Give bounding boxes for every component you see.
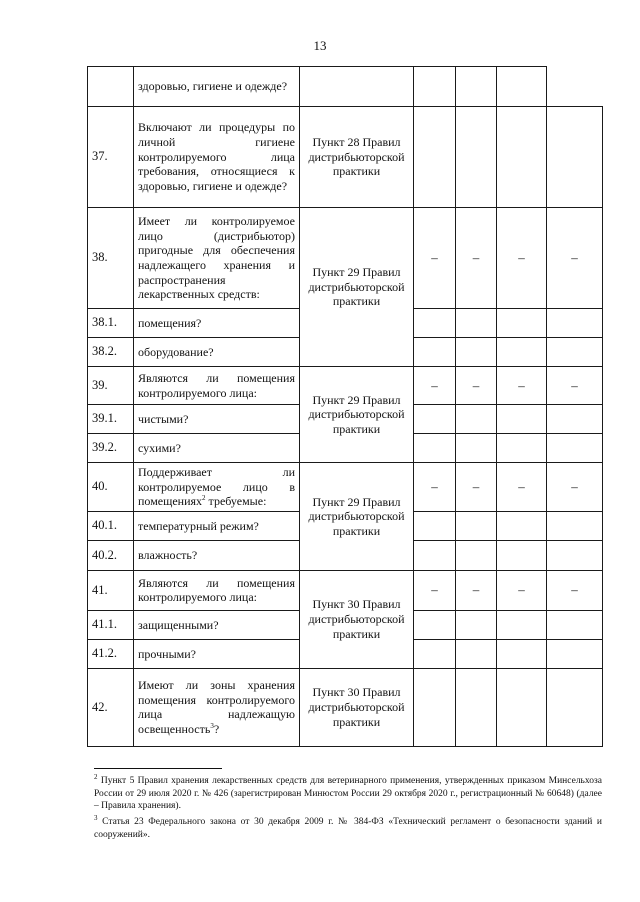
answer-cell <box>414 107 456 208</box>
answer-cell: – <box>547 208 603 309</box>
answer-cell <box>497 309 547 338</box>
question-text: чистыми? <box>134 405 300 434</box>
answer-cell <box>414 639 456 668</box>
answer-cell <box>456 67 497 107</box>
legal-reference: Пункт 29 Правил дистрибьюторской практики <box>300 367 414 463</box>
answer-cell <box>497 668 547 746</box>
answer-cell <box>497 610 547 639</box>
answer-cell: – <box>547 463 603 512</box>
question-text: помещения? <box>134 309 300 338</box>
item-number: 39. <box>88 367 134 405</box>
answer-cell: – <box>414 208 456 309</box>
question-text: Являются ли помещения контролируемого лица: <box>134 570 300 610</box>
table-row <box>88 463 603 512</box>
table-row <box>88 668 603 746</box>
answer-cell: – <box>456 570 497 610</box>
answer-cell <box>414 338 456 367</box>
item-number: 40. <box>88 463 134 512</box>
answer-cell <box>414 434 456 463</box>
answer-cell: – <box>414 463 456 512</box>
answer-cell <box>497 540 547 570</box>
answer-cell <box>414 309 456 338</box>
table-row <box>88 208 603 309</box>
answer-cell <box>456 668 497 746</box>
answer-cell: – <box>497 367 547 405</box>
answer-cell <box>547 511 603 540</box>
answer-cell: – <box>456 208 497 309</box>
item-number: 42. <box>88 668 134 746</box>
item-number: 40.1. <box>88 511 134 540</box>
item-number: 38. <box>88 208 134 309</box>
answer-cell <box>497 405 547 434</box>
question-text: влажность? <box>134 540 300 570</box>
answer-cell <box>456 107 497 208</box>
item-number: 38.2. <box>88 338 134 367</box>
footnotes <box>94 773 602 843</box>
question-text: здоровью, гигиене и одежде? <box>134 67 300 107</box>
answer-cell: – <box>497 570 547 610</box>
question-text: защищенными? <box>134 610 300 639</box>
answer-cell <box>547 405 603 434</box>
legal-reference: Пункт 28 Правил дистрибьюторской практики <box>300 107 414 208</box>
question-text: оборудование? <box>134 338 300 367</box>
answer-cell <box>547 434 603 463</box>
answer-cell <box>456 405 497 434</box>
answer-cell: – <box>547 570 603 610</box>
answer-cell <box>497 107 547 208</box>
answer-cell <box>547 610 603 639</box>
item-number: 41.2. <box>88 639 134 668</box>
table-row <box>88 570 603 610</box>
table-row <box>88 67 603 107</box>
answer-cell <box>414 405 456 434</box>
answer-cell: – <box>497 208 547 309</box>
answer-cell <box>414 511 456 540</box>
answer-cell <box>300 67 414 107</box>
answer-cell: – <box>456 463 497 512</box>
answer-cell <box>547 639 603 668</box>
item-number <box>88 67 134 107</box>
answer-cell: – <box>547 367 603 405</box>
item-number: 39.1. <box>88 405 134 434</box>
question-text: прочными? <box>134 639 300 668</box>
answer-cell: – <box>414 367 456 405</box>
item-number: 41.1. <box>88 610 134 639</box>
question-text: Являются ли помещения контролируемого лица: <box>134 367 300 405</box>
legal-reference: Пункт 30 Правил дистрибьюторской практики <box>300 570 414 668</box>
answer-cell <box>456 338 497 367</box>
item-number: 41. <box>88 570 134 610</box>
answer-cell <box>456 434 497 463</box>
question-text: Имеет ли контролируемое лицо (дистрибьютор) пригодные для обеспечения надлежащего хранения и распространения лекарственных средств: <box>134 208 300 309</box>
answer-cell <box>414 67 456 107</box>
answer-cell <box>414 540 456 570</box>
answer-cell <box>414 610 456 639</box>
table-row <box>88 367 603 405</box>
footnote-3: $^3$ Статья 23 Федерального закона от 30 декабря 2009 г. № 384-ФЗ «Технический регламент о безопасности зданий и сооружений». <box>94 814 602 840</box>
legal-reference: Пункт 29 Правил дистрибьюторской практики <box>300 208 414 367</box>
answer-cell <box>497 639 547 668</box>
answer-cell: – <box>497 463 547 512</box>
answer-cell: – <box>414 570 456 610</box>
answer-cell <box>547 107 603 208</box>
checklist-table <box>87 66 603 747</box>
item-number: 37. <box>88 107 134 208</box>
item-number: 40.2. <box>88 540 134 570</box>
question-text: Включают ли процедуры по личной гигиене контролируемого лица требования, относящиеся к здоровью, гигиене и одежде? <box>134 107 300 208</box>
answer-cell <box>547 338 603 367</box>
answer-cell <box>456 610 497 639</box>
answer-cell <box>456 639 497 668</box>
question-text: сухими? <box>134 434 300 463</box>
item-number: 39.2. <box>88 434 134 463</box>
answer-cell <box>497 434 547 463</box>
legal-reference: Пункт 29 Правил дистрибьюторской практики <box>300 463 414 571</box>
answer-cell <box>456 309 497 338</box>
table-row <box>88 107 603 208</box>
page-number: 13 <box>313 38 327 53</box>
legal-reference: Пункт 30 Правил дистрибьюторской практики <box>300 668 414 746</box>
answer-cell <box>497 67 547 107</box>
answer-cell <box>497 338 547 367</box>
answer-cell <box>456 540 497 570</box>
question-text: температурный режим? <box>134 511 300 540</box>
footnote-separator <box>94 768 222 769</box>
answer-cell <box>547 540 603 570</box>
answer-cell <box>497 511 547 540</box>
question-text: Поддерживает ли контролируемое лицо в помещениях$^2$ требуемые: <box>134 463 300 512</box>
answer-cell <box>456 511 497 540</box>
item-number: 38.1. <box>88 309 134 338</box>
footnote-2: $^2$ Пункт 5 Правил хранения лекарственных средств для ветеринарного применения, утвержденных приказом Минсельхоза России от 29 июля 2020 г. № 426 (зарегистрирован Минюстом России 29 октября 2020 г., регистрационный № 60648) (далее – Правила хранения). <box>94 773 602 811</box>
question-text: Имеют ли зоны хранения помещения контролируемого лица надлежащую освещенность$^3$? <box>134 668 300 746</box>
answer-cell <box>547 309 603 338</box>
answer-cell <box>547 668 603 746</box>
answer-cell <box>414 668 456 746</box>
answer-cell: – <box>456 367 497 405</box>
